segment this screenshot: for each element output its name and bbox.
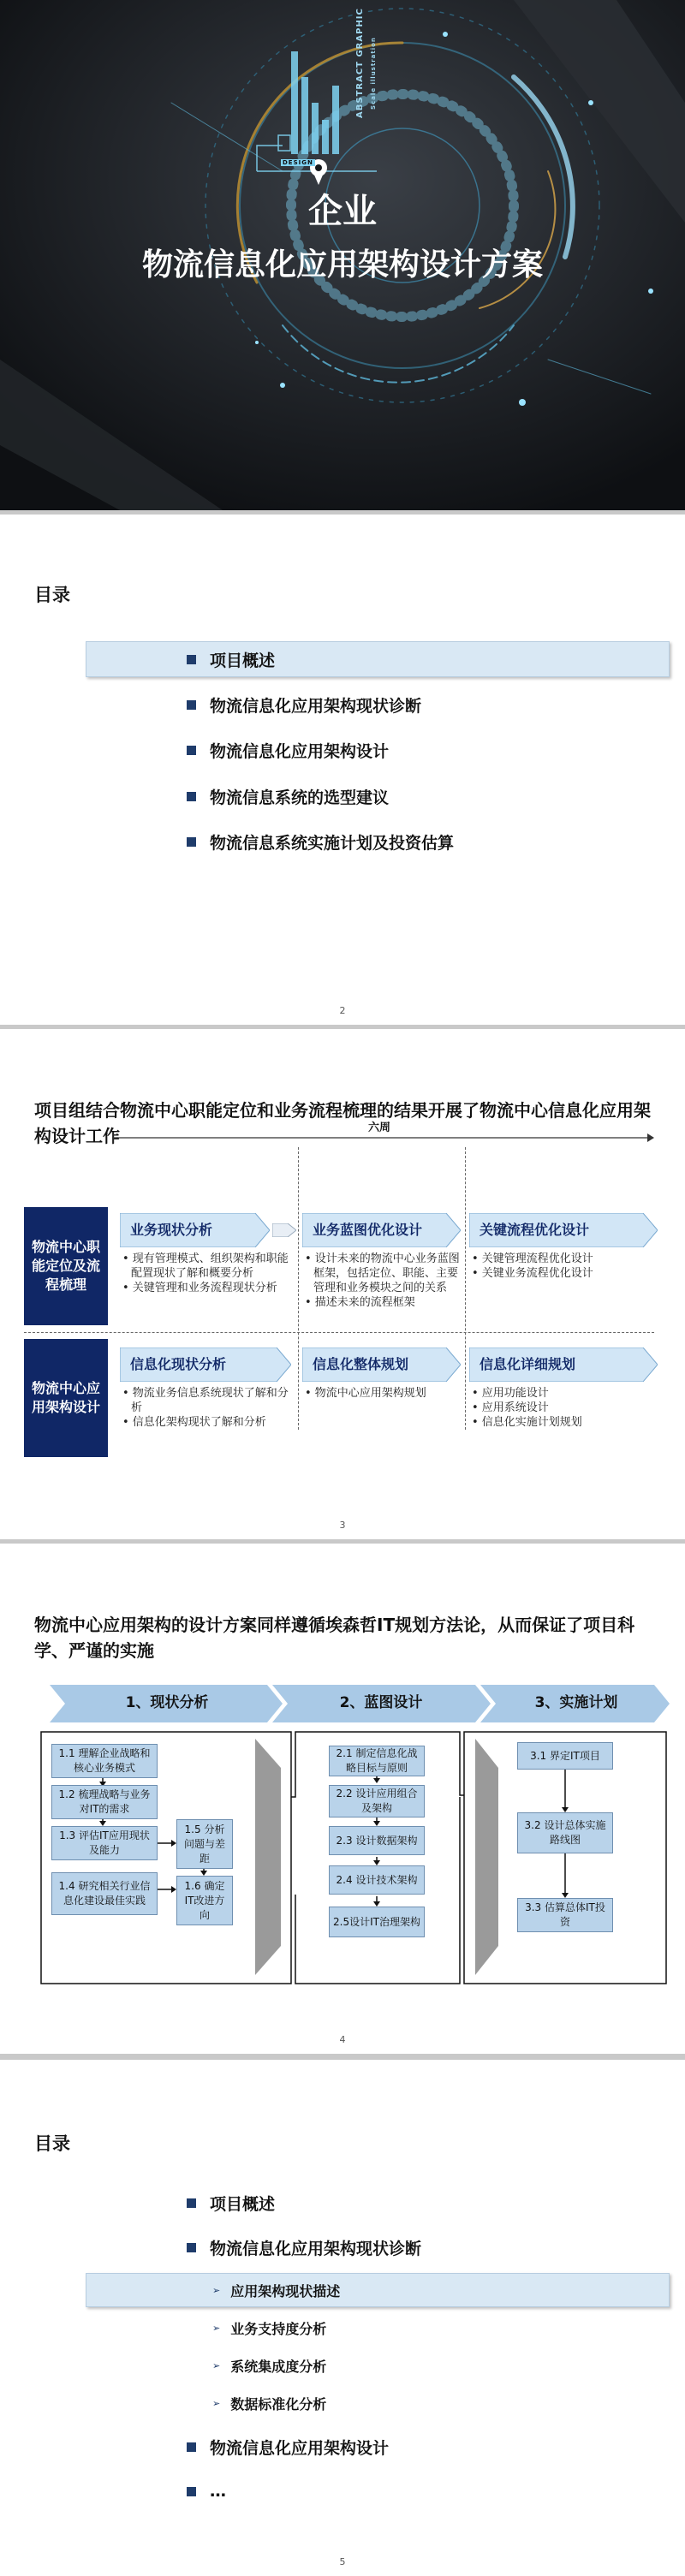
step-business-status-analysis[interactable] [120,1213,270,1247]
bullet-list [122,1386,289,1430]
step-box-2-5[interactable]: 2.5设计IT治理架构 [329,1907,425,1937]
phase-label-3: 3、实施计划 [534,1694,618,1711]
toc-item-label: 物流信息系统实施计划及投资估算 [210,833,455,853]
step-box-3-1[interactable]: 3.1 界定IT项目 [517,1742,613,1770]
bullet-square-icon [187,2198,196,2208]
toc-subitem-4[interactable] [212,2389,326,2418]
bullet-list [472,1252,652,1281]
step-business-blueprint-design[interactable] [302,1213,461,1247]
row-head-2: 物流中心应用架构设计 [24,1339,108,1457]
bullet-square-icon [187,746,196,755]
bullet-text: • 设计未来的物流中心业务蓝图框架，包括定位、职能、主要管理和业务模块之间的关系 [305,1252,460,1294]
toc-item-2[interactable] [187,687,421,722]
bullet-square-icon [187,2442,196,2452]
toc-subitem-label: 应用架构现状描述 [230,2282,341,2299]
step-label: 业务现状分析 [130,1222,213,1238]
step-box-1-2[interactable]: 1.2 梳理战略与业务对IT的需求 [51,1785,158,1819]
toc-item-label: 物流信息化应用架构现状诊断 [210,696,422,716]
toc-slide-2 [0,2060,685,2576]
step-it-overall-planning[interactable] [302,1347,461,1382]
toc-item-label: 物流信息化应用架构设计 [210,2438,390,2458]
toc-item-1[interactable] [187,2186,275,2220]
page-number: 5 [339,2556,346,2567]
toc-subitem-label: 系统集成度分析 [230,2358,327,2375]
step-box-2-3[interactable]: 2.3 设计数据架构 [329,1826,425,1855]
bullet-text: • 应用功能设计 [472,1387,549,1400]
bullet-text: • 信息化架构现状了解和分析 [122,1416,266,1429]
arrow-right-icon: ➢ [212,2284,221,2296]
cover-slide [0,0,685,510]
step-box-3-2[interactable]: 3.2 设计总体实施路线图 [517,1812,613,1853]
bullet-square-icon [187,2487,196,2496]
bullet-text: • 描述未来的流程框架 [305,1296,415,1309]
bullet-square-icon [187,837,196,847]
step-label: 关键流程优化设计 [480,1222,590,1238]
arrow-right-icon: ➢ [212,2397,221,2409]
phase-label-1: 1、现状分析 [125,1694,209,1711]
bullet-text: • 物流中心应用架构规划 [305,1387,426,1400]
cover-vertical-text-1: ABSTRACT GRAPHIC [355,8,365,118]
toc-item-label: 物流信息化应用架构现状诊断 [210,2239,422,2258]
toc-highlight-bar [86,2273,670,2307]
step-it-detailed-planning[interactable] [469,1347,658,1382]
toc-subitem-2[interactable] [212,2313,326,2342]
step-label: 信息化现状分析 [130,1356,227,1372]
toc-subitem-3[interactable] [212,2351,326,2380]
page-number: 3 [339,1520,346,1531]
toc-item-3[interactable] [187,733,389,767]
chevron-right-icon [272,1223,296,1240]
bullet-list [305,1386,461,1401]
step-label: 信息化详细规划 [480,1356,576,1372]
toc-item-4[interactable] [187,779,389,813]
bullet-list [472,1386,652,1430]
bullet-square-icon [187,700,196,710]
step-it-status-analysis[interactable] [120,1347,291,1382]
arrow-right-icon: ➢ [212,2322,221,2334]
bullet-text: • 关键业务流程优化设计 [472,1267,593,1280]
cover-badge: DESIGN [283,159,313,166]
toc-item-label: 项目概述 [210,651,276,670]
bullet-text: • 关键管理流程优化设计 [472,1252,593,1265]
page-number: 2 [339,1005,346,1016]
step-box-2-1[interactable]: 2.1 制定信息化战略目标与原则 [329,1746,425,1776]
bullet-text: • 信息化实施计划规划 [472,1416,582,1429]
toc-item-3[interactable] [187,2430,389,2464]
bullet-text: • 应用系统设计 [472,1401,549,1414]
toc-item-1[interactable] [187,642,275,676]
step-box-1-1[interactable]: 1.1 理解企业战略和核心业务模式 [51,1744,158,1778]
phase-divider [465,1147,466,1430]
arrow-right-icon: ➢ [212,2359,221,2371]
step-box-1-4[interactable]: 1.4 研究相关行业信息化建设最佳实践 [51,1872,158,1915]
step-label: 业务蓝图优化设计 [313,1222,423,1238]
row-head-1: 物流中心职能定位及流程梳理 [24,1207,108,1325]
slide-title: 项目组结合物流中心职能定位和业务流程梳理的结果开展了物流中心信息化应用架构设计工作 [34,1100,651,1146]
bullet-text: • 关键管理和业务流程现状分析 [122,1282,277,1294]
bullet-square-icon [187,792,196,801]
cover-vertical-text-2: Scale illustration [370,37,377,110]
step-box-2-4[interactable]: 2.4 设计技术架构 [329,1865,425,1895]
toc-item-label: … [210,2482,226,2501]
step-box-1-3[interactable]: 1.3 评估IT应用现状及能力 [51,1826,158,1860]
step-box-1-6[interactable]: 1.6 确定IT改进方向 [176,1876,233,1925]
bullet-list [122,1252,289,1295]
toc-item-label: 物流信息化应用架构设计 [210,741,390,761]
toc-item-5[interactable] [187,824,454,859]
toc-title: 目录 [34,585,70,605]
phase-label-2: 2、蓝图设计 [339,1694,423,1711]
cover-title-line1: 企业 [308,192,377,231]
step-label: 信息化整体规划 [313,1356,409,1372]
step-box-2-2[interactable]: 2.2 设计应用组合及架构 [329,1785,425,1817]
step-key-process-design[interactable] [469,1213,658,1247]
toc-subitem-1[interactable] [212,2276,340,2305]
slide-architecture-work [0,1029,685,1539]
bullet-square-icon [187,655,196,664]
page-number: 4 [339,2034,346,2045]
step-box-1-5[interactable]: 1.5 分析问题与差距 [176,1819,233,1869]
phase-divider [298,1147,299,1430]
toc-slide-1 [0,515,685,1025]
toc-highlight-bar [86,641,670,677]
bullet-list [305,1252,461,1310]
toc-item-2[interactable] [187,2230,421,2264]
step-box-3-3[interactable]: 3.3 估算总体IT投资 [517,1898,613,1932]
bullet-square-icon [187,2243,196,2252]
row-divider [24,1332,654,1333]
bullet-text: • 现有管理模式、组织架构和职能配置现状了解和概要分析 [122,1252,289,1280]
slide-it-planning-method [0,1544,685,2054]
toc-item-4[interactable] [187,2474,226,2508]
duration-label: 六周 [368,1121,391,1134]
toc-item-label: 项目概述 [210,2194,276,2214]
toc-subitem-label: 业务支持度分析 [230,2320,327,2337]
slide-title: 物流中心应用架构的设计方案同样遵循埃森哲IT规划方法论，从而保证了项目科学、严谨的实施 [34,1615,635,1661]
toc-subitem-label: 数据标准化分析 [230,2395,327,2412]
toc-title: 目录 [34,2133,70,2154]
cover-title-line2: 物流信息化应用架构设计方案 [141,247,543,283]
toc-item-label: 物流信息系统的选型建议 [210,788,390,807]
bullet-text: • 物流业务信息系统现状了解和分析 [122,1387,289,1414]
